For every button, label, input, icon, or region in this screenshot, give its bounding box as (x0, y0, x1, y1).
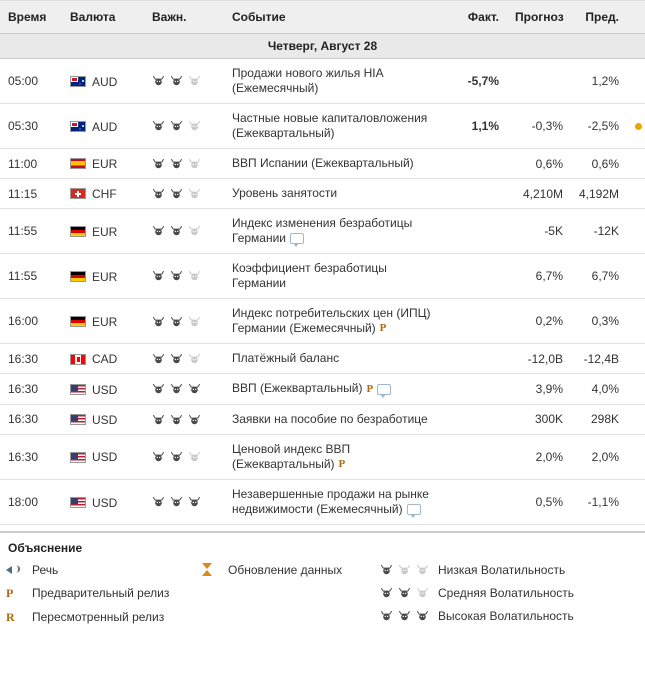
revised-release-icon (6, 610, 32, 625)
bull-glyph (152, 225, 165, 237)
legend-item (380, 563, 639, 577)
volatility-medium-bull-1 (380, 587, 393, 599)
hourglass-icon (202, 563, 228, 576)
event-actual (445, 209, 507, 254)
event-name[interactable]: Коэффициент безработицы Германии (224, 254, 445, 299)
event-currency (62, 209, 144, 254)
bull-glyph (416, 587, 429, 599)
event-currency (62, 479, 144, 524)
event-volatility[interactable] (144, 179, 224, 209)
volatility-bull-3 (188, 353, 201, 365)
currency-code: CAD (92, 352, 118, 367)
bull-glyph (152, 120, 165, 132)
bull-glyph (188, 270, 201, 282)
event-actual (445, 404, 507, 434)
event-volatility[interactable] (144, 254, 224, 299)
bull-glyph (416, 610, 429, 622)
alert-dot-icon (635, 123, 642, 130)
volatility-high-icon (380, 610, 438, 622)
event-name[interactable]: ВВП (Ежеквартальный) P (224, 374, 445, 404)
table-row[interactable] (0, 299, 645, 344)
event-name[interactable]: Платёжный баланс (224, 344, 445, 374)
event-forecast: 0,6% (507, 149, 571, 179)
event-volatility[interactable] (144, 104, 224, 149)
event-previous: 0,6% (571, 149, 627, 179)
bull-glyph (170, 75, 183, 87)
event-volatility[interactable] (144, 209, 224, 254)
event-name[interactable]: Индекс потребительских цен (ИПЦ) Германии (Ежемесячный) P (224, 299, 445, 344)
bull-glyph (188, 75, 201, 87)
legend-item-label: Обновление данных (228, 562, 343, 577)
speaker-icon (6, 564, 32, 575)
table-row[interactable] (0, 179, 645, 209)
bull-glyph (170, 383, 183, 395)
bull-glyph (152, 414, 165, 426)
header-event[interactable]: Событие (224, 1, 445, 34)
volatility-bull-3 (188, 120, 201, 132)
bull-glyph (188, 316, 201, 328)
us-flag-icon (70, 497, 86, 508)
volatility-bull-2 (170, 188, 183, 200)
table-row[interactable] (0, 479, 645, 524)
bull-glyph (170, 158, 183, 170)
preliminary-release-icon (6, 586, 32, 601)
volatility-bull-1 (152, 451, 165, 463)
bull-glyph (188, 414, 201, 426)
event-previous: 298K (571, 404, 627, 434)
legend-column-updates (202, 563, 380, 634)
volatility-bull-1 (152, 188, 165, 200)
event-actual (445, 434, 507, 479)
currency-code: AUD (92, 74, 118, 89)
header-actual[interactable]: Факт. (445, 1, 507, 34)
currency-code: AUD (92, 119, 118, 134)
event-name[interactable]: Незавершенные продажи на рынке недвижимости (Ежемесячный) (224, 479, 445, 524)
legend-item (202, 563, 380, 577)
event-previous: 1,2% (571, 59, 627, 104)
legend-title: Объяснение (8, 540, 83, 555)
event-time: 11:15 (0, 179, 62, 209)
volatility-high-bull-1 (380, 610, 393, 622)
currency-code: USD (92, 495, 118, 510)
volatility-bull-3 (188, 188, 201, 200)
event-time: 16:30 (0, 344, 62, 374)
event-actual: -5,7% (445, 59, 507, 104)
bull-glyph (188, 496, 201, 508)
event-time: 05:30 (0, 104, 62, 149)
volatility-bull-2 (170, 353, 183, 365)
volatility-low-bull-2 (398, 564, 411, 576)
event-volatility[interactable] (144, 404, 224, 434)
de-flag-icon (70, 226, 86, 237)
speaker-icon (6, 564, 20, 575)
bull-glyph (398, 564, 411, 576)
bull-glyph (398, 587, 411, 599)
event-forecast: -12,0B (507, 344, 571, 374)
event-forecast: -5K (507, 209, 571, 254)
volatility-bull-2 (170, 496, 183, 508)
table-row[interactable] (0, 104, 645, 149)
volatility-bull-1 (152, 316, 165, 328)
legend-item (6, 586, 202, 601)
event-time: 05:00 (0, 59, 62, 104)
event-alert-dot-cell (627, 374, 645, 404)
event-previous: 6,7% (571, 254, 627, 299)
event-volatility[interactable] (144, 299, 224, 344)
bull-glyph (188, 158, 201, 170)
event-time: 16:30 (0, 434, 62, 479)
event-forecast: 4,210M (507, 179, 571, 209)
currency-code: USD (92, 412, 118, 427)
event-volatility[interactable] (144, 59, 224, 104)
bull-glyph (188, 188, 201, 200)
bull-glyph (152, 383, 165, 395)
event-previous: 4,0% (571, 374, 627, 404)
bull-glyph (152, 188, 165, 200)
legend-item (380, 609, 639, 623)
currency-code: EUR (92, 314, 118, 329)
bull-glyph (188, 120, 201, 132)
volatility-high-bull-3 (416, 610, 429, 622)
event-volatility[interactable] (144, 479, 224, 524)
volatility-low-icon (380, 564, 438, 576)
legend-item-label: Пересмотренный релиз (32, 610, 165, 625)
currency-code: USD (92, 382, 118, 397)
volatility-high-bull-2 (398, 610, 411, 622)
legend-item-label: Низкая Волатильность (438, 562, 566, 577)
event-actual (445, 179, 507, 209)
volatility-medium-icon (380, 587, 438, 599)
table-row[interactable] (0, 209, 645, 254)
event-time: 18:00 (0, 479, 62, 524)
es-flag-icon (70, 158, 86, 169)
event-forecast: 3,9% (507, 374, 571, 404)
volatility-medium-bull-2 (398, 587, 411, 599)
bull-glyph (380, 587, 393, 599)
ch-flag-icon (70, 188, 86, 199)
event-previous: 2,0% (571, 434, 627, 479)
au-flag-icon (70, 76, 86, 87)
bull-glyph (152, 353, 165, 365)
event-forecast (507, 59, 571, 104)
preliminary-release-icon: P (338, 457, 346, 470)
legend-item (380, 586, 639, 600)
event-time: 11:55 (0, 209, 62, 254)
event-alert-dot-cell (627, 179, 645, 209)
header-forecast[interactable]: Прогноз (507, 1, 571, 34)
header-importance[interactable]: Важн. (144, 1, 224, 34)
event-previous: 4,192M (571, 179, 627, 209)
event-time: 11:00 (0, 149, 62, 179)
volatility-bull-1 (152, 120, 165, 132)
currency-code: CHF (92, 186, 117, 201)
bull-glyph (152, 158, 165, 170)
volatility-low-bull-1 (380, 564, 393, 576)
day-separator-row (0, 34, 645, 59)
volatility-bull-1 (152, 496, 165, 508)
preliminary-release-icon: P (379, 322, 387, 335)
volatility-bull-2 (170, 120, 183, 132)
us-flag-icon (70, 452, 86, 463)
table-row[interactable] (0, 434, 645, 479)
event-name[interactable]: Заявки на пособие по безработице (224, 404, 445, 434)
de-flag-icon (70, 316, 86, 327)
preliminary-release-icon: P (366, 382, 374, 395)
currency-code: EUR (92, 156, 118, 171)
speech-bubble-icon[interactable] (290, 233, 304, 244)
bull-glyph (170, 270, 183, 282)
event-actual (445, 374, 507, 404)
event-forecast: 6,7% (507, 254, 571, 299)
volatility-bull-1 (152, 414, 165, 426)
day-separator-label: Четверг, Август 28 (0, 34, 645, 59)
volatility-bull-1 (152, 383, 165, 395)
bull-glyph (188, 383, 201, 395)
table-body (0, 34, 645, 525)
table-header-row (0, 1, 645, 34)
bull-glyph (398, 610, 411, 622)
bull-glyph (170, 225, 183, 237)
event-currency (62, 179, 144, 209)
event-actual (445, 254, 507, 299)
currency-code: EUR (92, 224, 118, 239)
bull-glyph (152, 451, 165, 463)
bull-glyph (416, 564, 429, 576)
bull-glyph (170, 316, 183, 328)
event-forecast: 2,0% (507, 434, 571, 479)
us-flag-icon (70, 384, 86, 395)
volatility-medium-bull-3 (416, 587, 429, 599)
hourglass-icon (202, 563, 213, 576)
event-alert-dot-cell (627, 254, 645, 299)
volatility-bull-1 (152, 158, 165, 170)
legend-item-label: Средняя Волатильность (438, 585, 575, 600)
event-actual (445, 299, 507, 344)
event-previous: 0,3% (571, 299, 627, 344)
bull-glyph (380, 564, 393, 576)
event-alert-dot-cell (627, 149, 645, 179)
volatility-bull-1 (152, 270, 165, 282)
event-currency (62, 374, 144, 404)
header-time[interactable]: Время (0, 1, 62, 34)
event-time: 16:00 (0, 299, 62, 344)
bull-glyph (170, 451, 183, 463)
volatility-bull-3 (188, 158, 201, 170)
event-previous: -12K (571, 209, 627, 254)
bull-glyph (170, 353, 183, 365)
event-volatility[interactable] (144, 434, 224, 479)
event-previous: -12,4B (571, 344, 627, 374)
header-currency[interactable]: Валюта (62, 1, 144, 34)
event-volatility[interactable] (144, 344, 224, 374)
currency-code: USD (92, 450, 118, 465)
event-currency (62, 104, 144, 149)
bull-glyph (380, 610, 393, 622)
header-spacer (627, 1, 645, 34)
table-row[interactable] (0, 254, 645, 299)
volatility-bull-3 (188, 316, 201, 328)
volatility-bull-1 (152, 353, 165, 365)
bull-glyph (152, 270, 165, 282)
volatility-bull-2 (170, 316, 183, 328)
bull-glyph (188, 353, 201, 365)
legend-item-label: Речь (32, 562, 59, 577)
volatility-bull-3 (188, 270, 201, 282)
legend-item-label: Высокая Волатильность (438, 608, 574, 623)
volatility-bull-2 (170, 225, 183, 237)
legend-column-volatility (380, 563, 639, 634)
event-forecast: 0,2% (507, 299, 571, 344)
legend-item (6, 610, 202, 625)
volatility-bull-2 (170, 270, 183, 282)
event-currency (62, 299, 144, 344)
speech-bubble-icon[interactable] (407, 504, 421, 515)
volatility-bull-3 (188, 75, 201, 87)
bull-glyph (188, 451, 201, 463)
event-volatility[interactable] (144, 149, 224, 179)
bull-glyph (170, 188, 183, 200)
event-volatility[interactable] (144, 374, 224, 404)
event-time: 16:30 (0, 374, 62, 404)
legend-column-releases (6, 563, 202, 634)
bull-glyph (152, 316, 165, 328)
table-row[interactable] (0, 344, 645, 374)
volatility-bull-3 (188, 225, 201, 237)
event-alert-dot-cell (627, 299, 645, 344)
event-time: 16:30 (0, 404, 62, 434)
volatility-bull-3 (188, 414, 201, 426)
event-alert-dot-cell (627, 434, 645, 479)
volatility-bull-2 (170, 414, 183, 426)
event-forecast: 0,5% (507, 479, 571, 524)
legend-item-label: Предварительный релиз (32, 586, 170, 601)
event-alert-dot-cell (627, 404, 645, 434)
event-alert-dot-cell (627, 479, 645, 524)
event-currency (62, 149, 144, 179)
event-actual (445, 149, 507, 179)
event-name[interactable]: Продажи нового жилья HIA (Ежемесячный) (224, 59, 445, 104)
legend-item (6, 563, 202, 577)
bull-glyph (152, 75, 165, 87)
volatility-bull-2 (170, 75, 183, 87)
revised-release-icon: R (6, 609, 15, 624)
volatility-bull-3 (188, 383, 201, 395)
event-name[interactable]: Уровень занятости (224, 179, 445, 209)
event-previous: -2,5% (571, 104, 627, 149)
us-flag-icon (70, 414, 86, 425)
bull-glyph (170, 496, 183, 508)
event-currency (62, 59, 144, 104)
volatility-bull-3 (188, 496, 201, 508)
volatility-bull-2 (170, 451, 183, 463)
event-name[interactable]: Частные новые капиталовложения (Ежеквартальный) (224, 104, 445, 149)
au-flag-icon (70, 121, 86, 132)
event-alert-dot-cell (627, 104, 645, 149)
event-currency (62, 434, 144, 479)
bull-glyph (170, 120, 183, 132)
volatility-bull-2 (170, 383, 183, 395)
event-currency (62, 344, 144, 374)
volatility-bull-1 (152, 75, 165, 87)
table-row[interactable] (0, 59, 645, 104)
bull-glyph (152, 496, 165, 508)
event-actual (445, 479, 507, 524)
event-previous: -1,1% (571, 479, 627, 524)
speech-bubble-icon[interactable] (377, 384, 391, 395)
ca-flag-icon (70, 354, 86, 365)
event-alert-dot-cell (627, 209, 645, 254)
event-actual (445, 344, 507, 374)
volatility-bull-1 (152, 225, 165, 237)
bull-glyph (188, 225, 201, 237)
legend-section (0, 531, 645, 638)
bull-glyph (170, 414, 183, 426)
event-name[interactable]: ВВП Испании (Ежеквартальный) (224, 149, 445, 179)
event-time: 11:55 (0, 254, 62, 299)
table-row[interactable] (0, 374, 645, 404)
event-name[interactable]: Ценовой индекс ВВП (Ежеквартальный) P (224, 434, 445, 479)
volatility-bull-2 (170, 158, 183, 170)
volatility-bull-3 (188, 451, 201, 463)
event-forecast: -0,3% (507, 104, 571, 149)
currency-code: EUR (92, 269, 118, 284)
event-alert-dot-cell (627, 344, 645, 374)
de-flag-icon (70, 271, 86, 282)
event-currency (62, 254, 144, 299)
event-name[interactable]: Индекс изменения безработицы Германии (224, 209, 445, 254)
table-row[interactable] (0, 404, 645, 434)
preliminary-release-icon: P (6, 585, 14, 600)
event-currency (62, 404, 144, 434)
table-row[interactable] (0, 149, 645, 179)
volatility-low-bull-3 (416, 564, 429, 576)
event-alert-dot-cell (627, 59, 645, 104)
event-forecast: 300K (507, 404, 571, 434)
event-actual: 1,1% (445, 104, 507, 149)
header-previous[interactable]: Пред. (571, 1, 627, 34)
